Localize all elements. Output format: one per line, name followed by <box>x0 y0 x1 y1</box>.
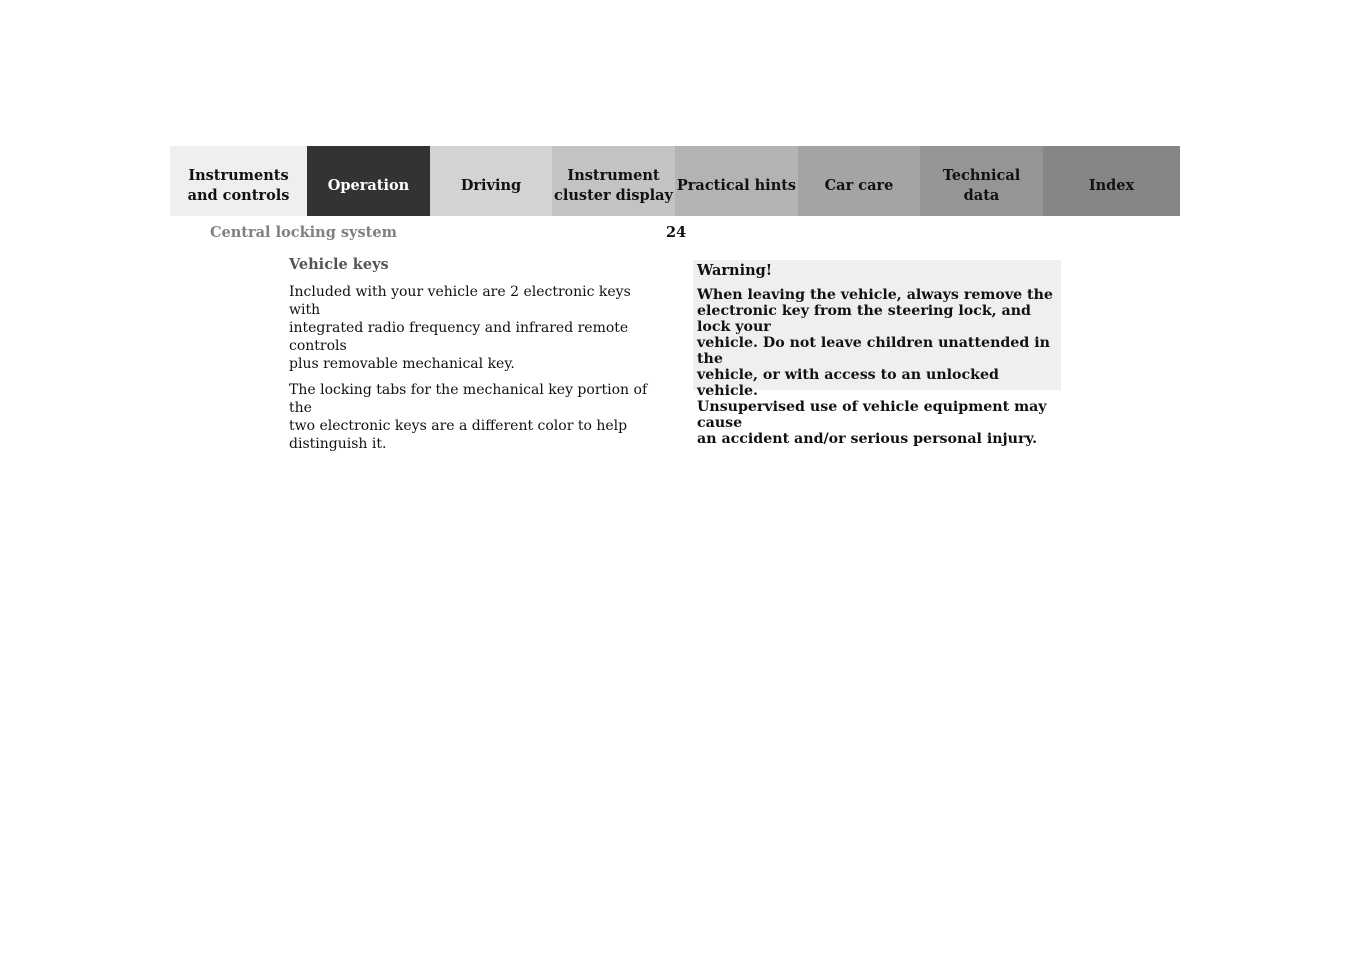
tab-technical-data[interactable]: Technical data <box>920 146 1043 216</box>
tab-instruments-and-controls[interactable]: Instruments and controls <box>170 146 307 216</box>
main-text-column <box>289 256 664 461</box>
tab-instrument-cluster-display[interactable]: Instrument cluster display <box>552 146 675 216</box>
warning-title: Warning! <box>697 262 773 279</box>
paragraph: The locking tabs for the mechanical key portion of the two electronic keys are a different color to help distinguish it. <box>289 382 648 452</box>
tab-practical-hints[interactable]: Practical hints <box>675 146 798 216</box>
warning-box <box>693 260 1061 447</box>
tab-car-care[interactable]: Car care <box>798 146 920 216</box>
tab-operation[interactable]: Operation <box>307 146 430 216</box>
subheading-vehicle-keys: Vehicle keys <box>289 256 389 273</box>
tab-index[interactable]: Index <box>1043 146 1180 216</box>
paragraph: Included with your vehicle are 2 electronic keys with integrated radio frequency and infrared remote controls plus removable mechanical key. <box>289 284 631 372</box>
section-title: Central locking system <box>210 224 397 241</box>
warning-text: When leaving the vehicle, always remove the electronic key from the steering lock, and lock your vehicle. Do not leave children unattended in the vehicle, or with access to an unlocked vehicle. Unsupervised use of vehicle equipment may cause an accident and/or serious personal injury. <box>697 287 1053 447</box>
section-tabs <box>170 146 1180 216</box>
page-number: 24 <box>666 224 687 241</box>
tab-driving[interactable]: Driving <box>430 146 552 216</box>
